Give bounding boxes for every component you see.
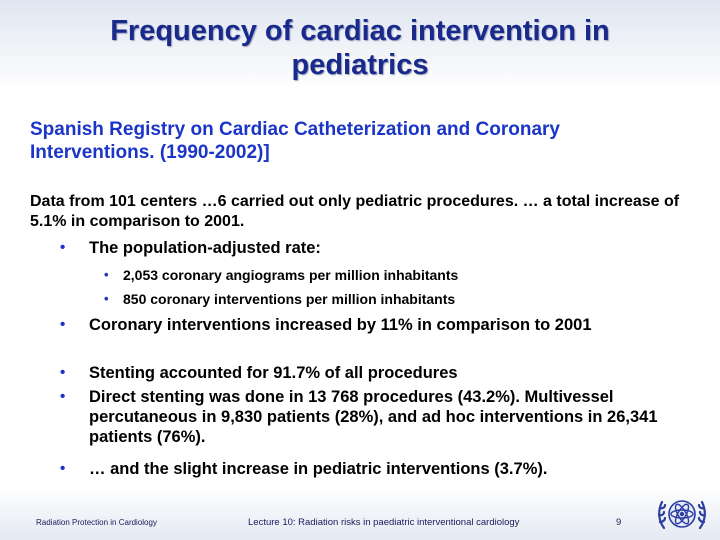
bullet-icon: • — [60, 239, 66, 256]
bullet-text: Coronary interventions increased by 11% in comparison to 2001 — [89, 316, 592, 334]
bullet-item — [60, 459, 668, 479]
footer-course-title: Radiation Protection in Cardiology — [36, 518, 157, 527]
iaea-logo-icon — [656, 492, 708, 536]
sub-bullet-item — [104, 290, 667, 308]
sub-bullet-text: 850 coronary interventions per million inhabitants — [123, 291, 456, 307]
bullet-text: … and the slight increase in pediatric interventions (3.7%). — [89, 460, 548, 478]
slide-title: Frequency of cardiac intervention in pediatrics — [110, 15, 610, 81]
footer-band — [0, 486, 720, 540]
bullet-item — [60, 238, 668, 258]
bullet-text: Stenting accounted for 91.7% of all procedures — [89, 364, 458, 382]
bullet-icon: • — [60, 364, 66, 381]
sub-bullet-text: 2,053 coronary angiograms per million inhabitants — [123, 267, 459, 283]
bullet-item — [60, 387, 668, 447]
bullet-icon: • — [60, 316, 66, 333]
bullet-icon: • — [104, 267, 109, 282]
bullet-item — [60, 363, 668, 383]
sub-bullet-item — [104, 266, 667, 284]
bullet-text: Direct stenting was done in 13 768 procedures (43.2%). Multivessel percutaneous in 9,830 patients (28%), and ad hoc interventions in 26,341 patients (76%). — [89, 388, 658, 446]
bullet-item — [60, 315, 668, 335]
page-number: 9 — [616, 517, 622, 528]
intro-paragraph: Data from 101 centers …6 carried out only pediatric procedures. … a total increase of 5.1% in comparison to 2001. — [30, 193, 680, 230]
bullet-icon: • — [60, 388, 66, 405]
bullet-text: The population-adjusted rate: — [89, 239, 321, 257]
footer-lecture-title: Lecture 10: Radiation risks in paediatric interventional cardiology — [248, 517, 520, 528]
bullet-icon: • — [104, 291, 109, 306]
slide-subtitle: Spanish Registry on Cardiac Catheterization and Coronary Interventions. (1990-2002)] — [30, 119, 560, 163]
bullet-icon: • — [60, 460, 66, 477]
